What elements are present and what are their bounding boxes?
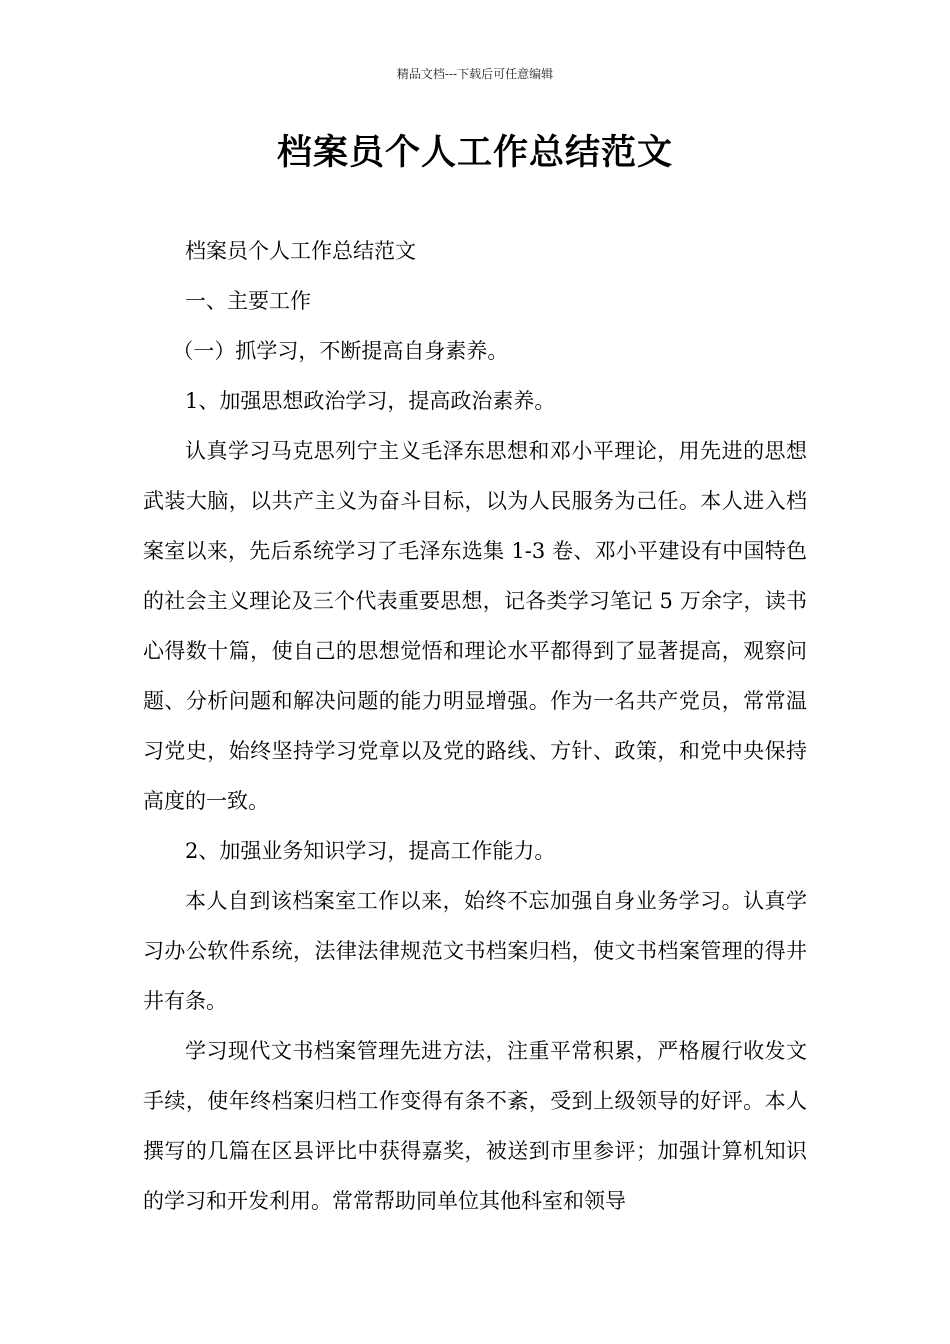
- document-title: 档案员个人工作总结范文: [276, 133, 673, 173]
- paragraph-body-3: 学习现代文书档案管理先进方法，注重平常积累，严格履行收发文手续，使年终档案归档工作变得有条不紊，受到上级领导的好评。本人撰写的几篇在区县评比中获得嘉奖，被送到市里参评；加强计算机知识的学习和开发利用。常常帮助同单位其他科室和领导: [143, 1039, 807, 1213]
- paragraph-section-heading: 一、主要工作: [185, 289, 311, 313]
- header-note: 精品文档---下载后可任意编辑: [396, 67, 554, 81]
- paragraph-body-1: 认真学习马克思列宁主义毛泽东思想和邓小平理论，用先进的思想武装大脑，以共产主义为奋斗目标，以为人民服务为己任。本人进入档案室以来，先后系统学习了毛泽东选集 1-3 卷、邓小平建设有中国特色的社会主义理论及三个代表重要思想，记各类学习笔记 5 万余字，读书心得数十篇，使自己的思想觉悟和理论水平都得到了显著提高，观察问题、分析问题和解决问题的能力明显增强。作为一名共产党员，常常温习党史，始终坚持学习党章以及党的路线、方针、政策，和党中央保持高度的一致。: [143, 439, 807, 813]
- paragraph-subsection-heading: （一）抓学习，不断提高自身素养。: [172, 339, 509, 363]
- paragraph-item-heading-1: 1、加强思想政治学习，提高政治素养。: [185, 389, 556, 413]
- document-body: [143, 226, 807, 1226]
- paragraph-item-heading-2: 2、加强业务知识学习，提高工作能力。: [185, 839, 556, 863]
- paragraph-subtitle: 档案员个人工作总结范文: [185, 239, 416, 263]
- paragraph-body-2: 本人自到该档案室工作以来，始终不忘加强自身业务学习。认真学习办公软件系统，法律法律规范文书档案归档，使文书档案管理的得井井有条。: [143, 889, 807, 1013]
